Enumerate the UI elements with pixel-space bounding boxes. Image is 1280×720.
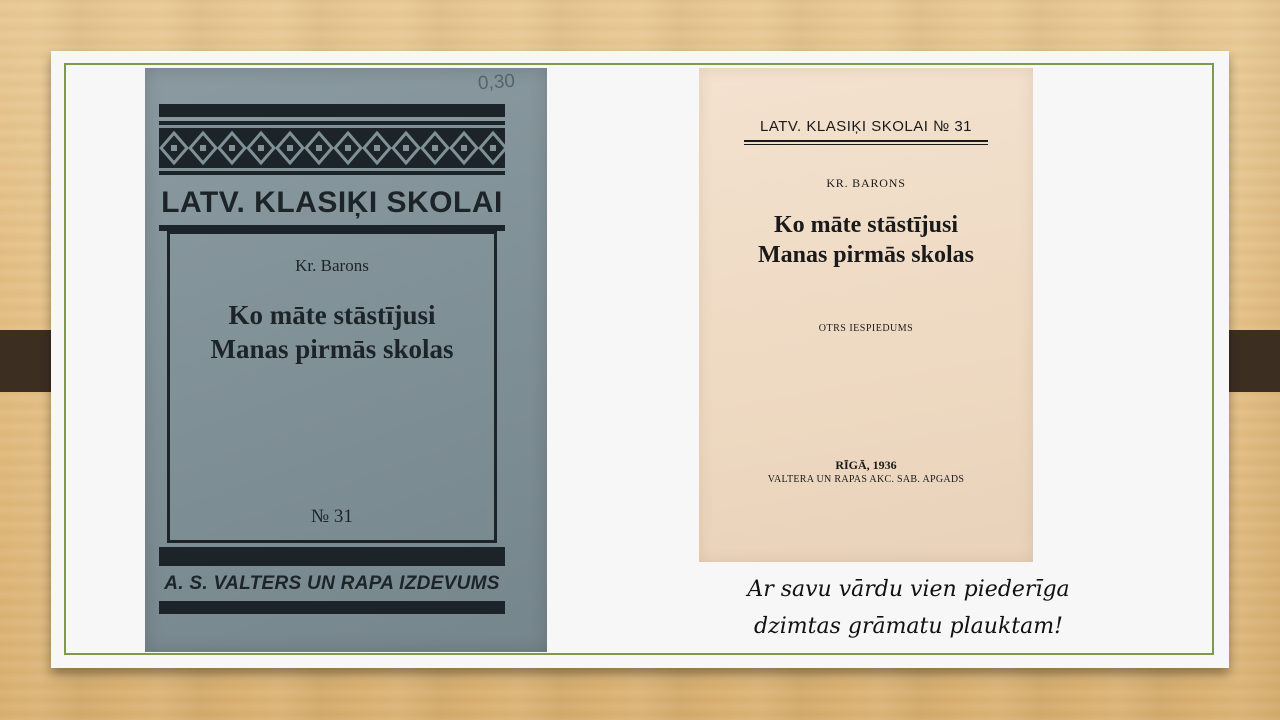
title-page-title-line2: Manas pirmās skolas [757,242,975,268]
price-mark: 0,30 [477,70,516,95]
caption-line2: dzimtas grāmatu plauktam! [754,614,1063,639]
cover-bottom-band [159,547,505,566]
cover-number: № 31 [311,506,353,527]
title-page-title [699,210,1033,270]
book-cover-image [145,68,547,652]
cover-title-line1: Ko māte stāstījusi [228,300,436,330]
title-page-image [699,68,1033,562]
cover-publisher: A. S. VALTERS UN RAPA IZDEVUMS [164,573,500,594]
cover-author: Kr. Barons [295,256,369,275]
cover-series-title: LATV. KLASIĶI SKOLAI [161,186,503,219]
cover-top-band [159,104,505,117]
title-page-series: LATV. KLASIĶI SKOLAI № 31 [759,118,973,135]
slide-caption [651,571,1166,645]
cover-footer-band [159,601,505,614]
cover-title [170,298,494,366]
title-page-author: KR. BARONS [826,176,906,190]
title-page-publisher: VALTERA UN RAPAS AKC. SAB. APGADS [767,474,965,485]
title-page-title-line1: Ko māte stāstījusi [774,212,958,238]
caption-line1: Ar savu vārdu vien piederīga [747,577,1070,602]
title-page-edition: OTRS IESPIEDUMS [818,323,914,334]
title-page-rule-thin [744,144,988,145]
cover-inner-panel [167,231,497,543]
ornament-pattern [159,121,505,175]
cover-title-line2: Manas pirmās skolas [210,334,454,364]
slide-card [51,51,1229,668]
title-page-rule [744,140,988,142]
title-page-place-year: RĪGĀ, 1936 [835,458,897,472]
